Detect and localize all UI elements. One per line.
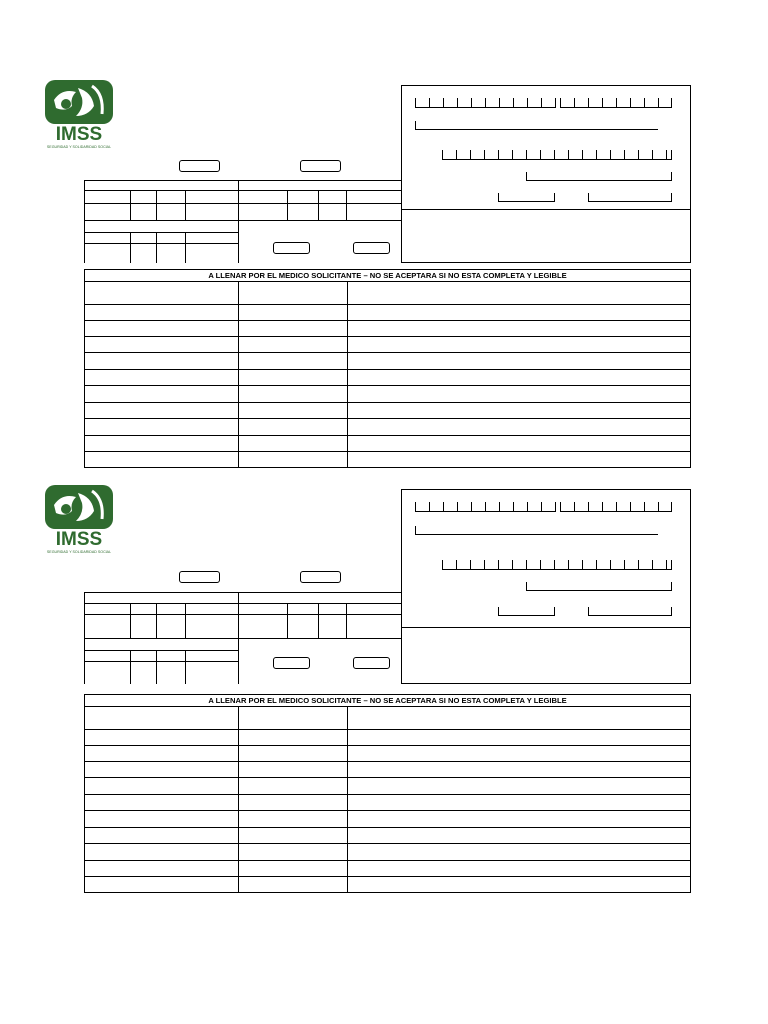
table-title: A LLENAR POR EL MEDICO SOLICITANTE – NO SE ACEPTARA SI NO ESTA COMPLETA Y LEGIBLE	[208, 696, 567, 705]
physician-table	[84, 694, 691, 893]
table-row	[85, 794, 690, 795]
table-row	[85, 843, 690, 844]
field-box[interactable]	[353, 657, 390, 669]
table-row	[85, 876, 690, 877]
logo-tagline: SEGURIDAD Y SOLIDARIDAD SOCIAL	[46, 145, 112, 149]
imss-logo	[42, 483, 116, 555]
field-bracket[interactable]	[498, 607, 555, 616]
digit-field[interactable]	[560, 500, 672, 512]
logo-text: IMSS	[55, 124, 103, 145]
logo-tagline: SEGURIDAD Y SOLIDARIDAD SOCIAL	[46, 550, 112, 554]
field-box[interactable]	[273, 657, 310, 669]
id-number-box	[401, 489, 691, 684]
table-title: A LLENAR POR EL MEDICO SOLICITANTE – NO SE ACEPTARA SI NO ESTA COMPLETA Y LEGIBLE	[208, 271, 567, 280]
table-row	[85, 761, 690, 762]
digit-field[interactable]	[442, 558, 672, 570]
name-field[interactable]	[415, 526, 658, 535]
table-row	[85, 827, 690, 828]
table-row	[85, 810, 690, 811]
field-box[interactable]	[300, 571, 341, 583]
table-row	[85, 860, 690, 861]
logo-text: IMSS	[55, 529, 103, 550]
field-box[interactable]	[179, 571, 220, 583]
table-row	[85, 777, 690, 778]
table-row	[85, 745, 690, 746]
digit-field[interactable]	[415, 500, 556, 512]
table-row	[85, 435, 690, 436]
field-bracket[interactable]	[526, 582, 672, 591]
table-row	[85, 451, 690, 452]
table-row	[85, 729, 690, 730]
field-bracket[interactable]	[588, 607, 672, 616]
